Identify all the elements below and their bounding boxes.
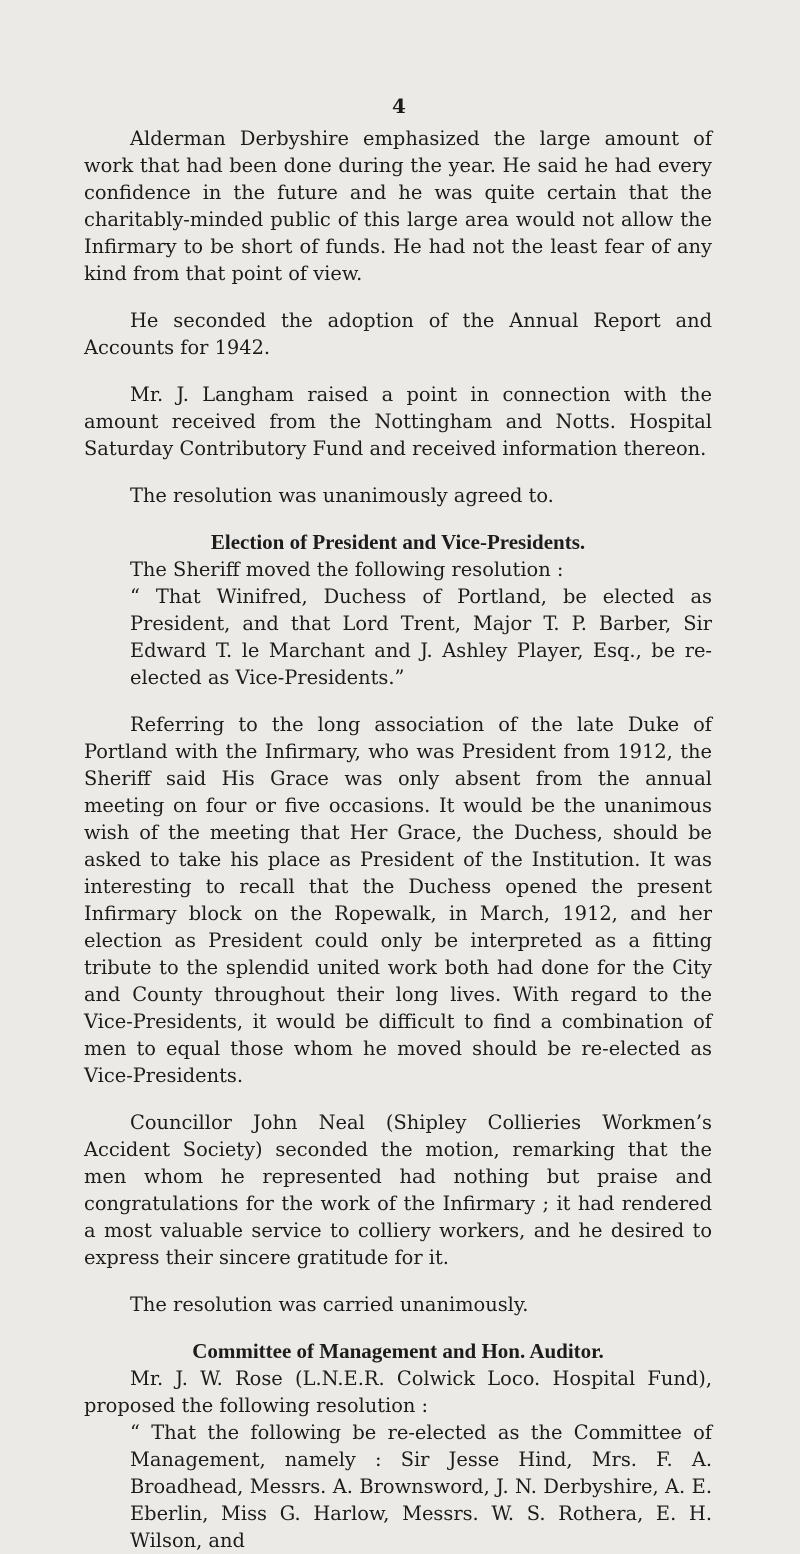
section-heading-election: Election of President and Vice-Presidents. (210, 530, 586, 554)
quote-committee-resolution: “ That the following be re-elected as the Committee of Management, namely : Sir Jesse Hind, Mrs. F. A. Broadhead, Messrs. A. Brownsword, J. N. Derbyshire, A. E. Eberlin, Miss G. Harlow, Messrs. W. S. Rothera, E. H. Wilson, and (130, 1421, 712, 1552)
quote-election-resolution: “ That Winifred, Duchess of Portland, be elected as President, and that Lord Trent, Major T. P. Barber, Sir Edward T. le Marchant and J. Ashley Player, Esq., be re-elected as Vice-Presidents.” (130, 585, 712, 689)
paragraph-councillor-neal: Councillor John Neal (Shipley Collieries Workmen’s Accident Society) seconded the motion, remarking that the men whom he represented had nothing but praise and congratulations for the work of the Infirmary ; it had rendered a most valuable service to colliery workers, and he desired to express their sincere gratitude for it. (84, 1111, 712, 1269)
paragraph-resolution-carried: The resolution was carried unanimously. (130, 1293, 529, 1316)
paragraph-derbyshire-remarks: Alderman Derbyshire emphasized the large amount of work that had been done during the year. He said he had every confidence in the future and he was quite certain that the charitably-minded public of this large area would not allow the Infirmary to be short of funds. He had not the least fear of any kind from that point of view. (84, 127, 712, 285)
paragraph-sheriff-moved: The Sheriff moved the following resolution : (130, 558, 564, 581)
paragraph-rose-proposed: Mr. J. W. Rose (L.N.E.R. Colwick Loco. Hospital Fund), proposed the following resolution : (84, 1367, 712, 1417)
paragraph-seconded-adoption: He seconded the adoption of the Annual Report and Accounts for 1942. (84, 309, 712, 359)
paragraph-langham-point: Mr. J. Langham raised a point in connection with the amount received from the Nottingham and Notts. Hospital Saturday Contributory Fund and received information thereon. (84, 383, 712, 460)
body-text (84, 125, 712, 1554)
paragraph-duke-of-portland: Referring to the long association of the late Duke of Portland with the Infirmary, who was President from 1912, the Sheriff said His Grace was only absent from the annual meeting on four or five occasions. It would be the unanimous wish of the meeting that Her Grace, the Duchess, should be asked to take his place as President of the Institution. It was interesting to recall that the Duchess opened the present Infirmary block on the Ropewalk, in March, 1912, and her election as President could only be interpreted as a fitting tribute to the splendid united work both had done for the City and County throughout their long lives. With regard to the Vice-Presidents, it would be difficult to find a combination of men to equal those whom he moved should be re-elected as Vice-Presidents. (84, 713, 712, 1087)
page-number: 4 (392, 94, 406, 118)
paragraph-resolution-agreed: The resolution was unanimously agreed to. (130, 484, 554, 507)
section-heading-committee: Committee of Management and Hon. Auditor. (192, 1339, 604, 1363)
